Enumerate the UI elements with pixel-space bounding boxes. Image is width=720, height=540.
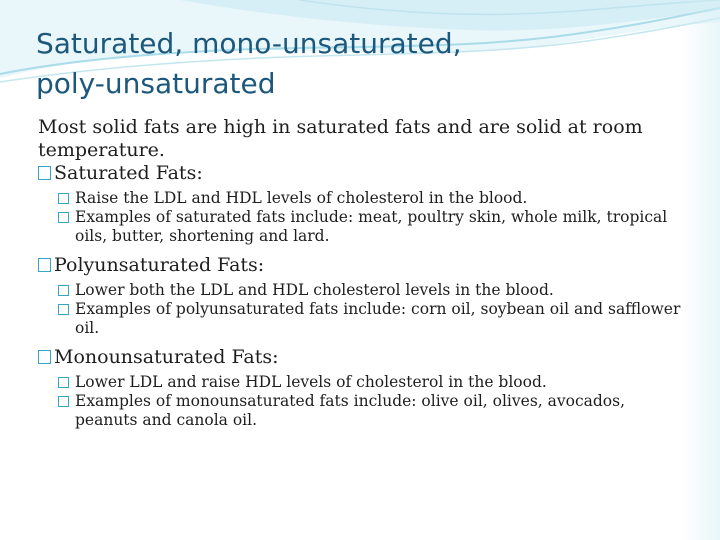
list-item	[58, 300, 688, 338]
bullet-square-icon	[58, 396, 69, 407]
title-line-1: Saturated, mono-unsaturated,	[36, 27, 462, 60]
section-heading	[38, 346, 688, 369]
list-item-text: Examples of polyunsaturated fats include: corn oil, soybean oil and safflower oil.	[75, 300, 681, 337]
section-heading	[38, 254, 688, 277]
section-monounsaturated	[38, 346, 688, 430]
bullet-square-icon	[58, 193, 69, 204]
list-item-text: Examples of monounsaturated fats include: olive oil, olives, avocados, peanuts and canola oil.	[75, 392, 626, 429]
section-heading-label: Saturated Fats:	[54, 162, 203, 184]
bullet-square-icon	[58, 304, 69, 315]
list-item-text: Examples of saturated fats include: meat, poultry skin, whole milk, tropical oils, butter, shortening and lard.	[75, 208, 668, 245]
list-item	[58, 281, 688, 300]
section-heading-label: Polyunsaturated Fats:	[54, 254, 265, 276]
section-polyunsaturated	[38, 254, 688, 338]
list-item-text: Raise the LDL and HDL levels of cholesterol in the blood.	[75, 189, 528, 207]
bullet-square-icon	[58, 285, 69, 296]
bullet-square-icon	[38, 258, 51, 272]
section-saturated	[38, 162, 688, 246]
bullet-square-icon	[58, 212, 69, 223]
bullet-square-icon	[58, 377, 69, 388]
title-line-2: poly-unsaturated	[36, 67, 276, 100]
slide-title	[36, 24, 676, 104]
list-item-text: Lower both the LDL and HDL cholesterol levels in the blood.	[75, 281, 554, 299]
section-items	[38, 281, 688, 338]
list-item	[58, 392, 688, 430]
section-items	[38, 373, 688, 430]
list-item	[58, 373, 688, 392]
intro-text: Most solid fats are high in saturated fats and are solid at room temperature.	[38, 116, 643, 161]
list-item	[58, 189, 688, 208]
section-heading	[38, 162, 688, 185]
bullet-square-icon	[38, 350, 51, 364]
section-items	[38, 189, 688, 246]
list-item-text: Lower LDL and raise HDL levels of cholesterol in the blood.	[75, 373, 547, 391]
bullet-square-icon	[38, 166, 51, 180]
list-item	[58, 208, 688, 246]
section-heading-label: Monounsaturated Fats:	[54, 346, 279, 368]
slide-body	[38, 116, 688, 430]
